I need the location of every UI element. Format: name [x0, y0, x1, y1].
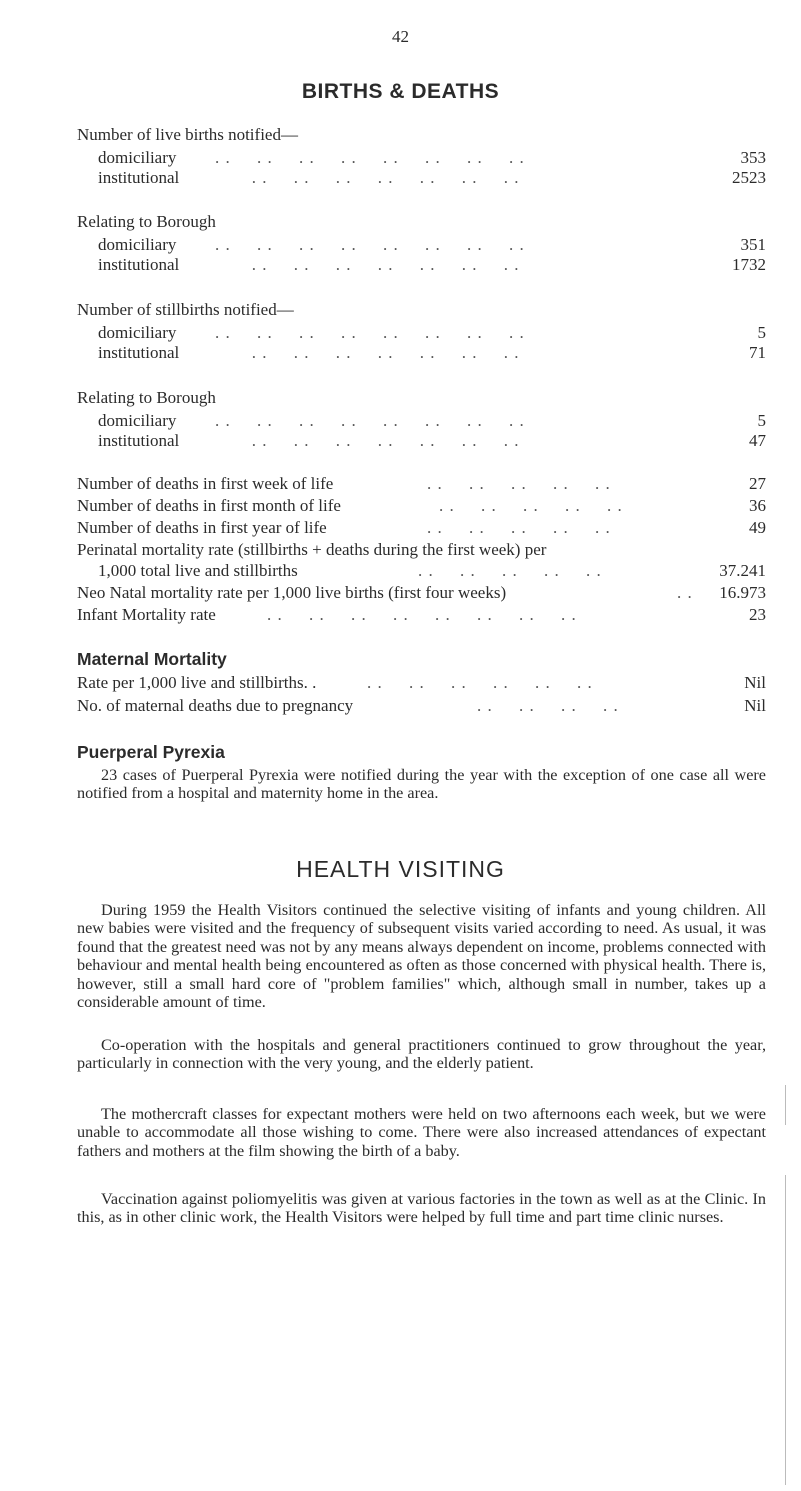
- maternal-deaths-row: [77, 696, 766, 716]
- row-label: Number of deaths in first month of life: [77, 496, 341, 515]
- dot-leaders: . . . . . . . . . . . . . .: [215, 431, 520, 450]
- row-value: 5: [757, 411, 766, 430]
- row-value: Nil: [744, 673, 766, 692]
- row-label: domiciliary: [98, 235, 177, 254]
- row-value: 16.973: [719, 583, 766, 602]
- row-label: institutional: [98, 168, 180, 187]
- row-value: 71: [749, 343, 766, 362]
- dot-leaders: . . . . . . . . . . . . . .: [215, 168, 520, 187]
- borough-still-domiciliary-row: [98, 411, 766, 431]
- dot-leaders: . . . . . . . . . . . . . .: [215, 255, 520, 274]
- dot-leaders: . . . . . . . . . . . . . . . .: [215, 411, 525, 430]
- borough-still-institutional-row: [98, 431, 766, 451]
- dot-leaders: . . . . . . . . . . . . . . . .: [267, 605, 577, 624]
- deaths-first-month-row: [77, 496, 766, 516]
- row-label: domiciliary: [98, 411, 177, 430]
- dot-leaders: . . . . . . . . . .: [427, 518, 611, 537]
- puerperal-pyrexia-heading: Puerperal Pyrexia: [77, 742, 225, 762]
- infant-mortality-row: [77, 605, 766, 625]
- row-label: domiciliary: [98, 323, 177, 342]
- row-value: 351: [740, 235, 766, 254]
- stillbirths-domiciliary-row: [98, 323, 766, 343]
- borough-live-domiciliary-row: [98, 235, 766, 255]
- row-label: Infant Mortality rate: [77, 605, 216, 624]
- row-value: 36: [749, 496, 766, 515]
- deaths-first-week-row: [77, 474, 766, 494]
- row-label: 1,000 total live and stillbirths: [98, 561, 298, 580]
- row-label: Number of deaths in first week of life: [77, 474, 334, 493]
- dot-leaders: . . . . . . . . . .: [427, 474, 611, 493]
- dot-leaders: . . . . . . . .: [477, 696, 619, 715]
- row-value: 353: [740, 148, 766, 167]
- dot-leaders: . . . . . . . . . . . . . . . .: [215, 323, 525, 342]
- row-value: 5: [757, 323, 766, 342]
- health-visiting-paragraph-1: During 1959 the Health Visitors continued the selective visiting of infants and young children. All new babies were visited and the frequency of subsequent visits varied according to need. As usual, it was found that the greatest need was not by any means always dependent on income, problems connected with behaviour and mental health being encountered as often as those concerned with physical health. There is, however, still a small hard core of "problem families" which, although small in number, takes up a considerable amount of time.: [77, 901, 766, 1012]
- health-visiting-paragraph-2: Co-operation with the hospitals and general practitioners continued to grow throughout the year, particularly in connection with the very young, and the elderly patient.: [77, 1036, 766, 1073]
- deaths-first-year-row: [77, 518, 766, 538]
- row-value: 37.241: [719, 561, 766, 580]
- row-value: 49: [749, 518, 766, 537]
- perinatal-row: [98, 561, 766, 581]
- row-value: 1732: [732, 255, 766, 274]
- row-label: institutional: [98, 255, 180, 274]
- live-births-notified-heading: Number of live births notified—: [77, 125, 298, 144]
- row-value: Nil: [744, 696, 766, 715]
- scan-edge-mark: [785, 1175, 786, 1485]
- row-label: institutional: [98, 431, 180, 450]
- page-number: 42: [392, 27, 409, 46]
- dot-leaders: . . . . . . . . . . . . . . . .: [215, 235, 525, 254]
- row-value: 2523: [732, 168, 766, 187]
- perinatal-label-line1: Perinatal mortality rate (stillbirths + deaths during the first week) per: [77, 540, 547, 559]
- live-births-domiciliary-row: [98, 148, 766, 168]
- stillbirths-notified-heading: Number of stillbirths notified—: [77, 300, 294, 319]
- borough-live-institutional-row: [98, 255, 766, 275]
- scan-edge-mark: [785, 1085, 786, 1125]
- live-births-institutional-row: [98, 168, 766, 188]
- dot-leaders: . . . . . . . . . .: [439, 496, 623, 515]
- row-label: institutional: [98, 343, 180, 362]
- health-visiting-title: HEALTH VISITING: [296, 856, 505, 882]
- row-label: Rate per 1,000 live and stillbirths. .: [77, 673, 317, 692]
- maternal-mortality-heading: Maternal Mortality: [77, 649, 227, 669]
- neo-natal-row: [77, 583, 766, 603]
- births-deaths-title: BIRTHS & DEATHS: [301, 80, 500, 103]
- maternal-rate-row: [77, 673, 766, 693]
- row-label: No. of maternal deaths due to pregnancy: [77, 696, 354, 715]
- row-value: 47: [749, 431, 766, 450]
- health-visiting-paragraph-3: The mothercraft classes for expectant mothers were held on two afternoons each week, but we were unable to accommodate all those wishing to come. There were also increased attendances of expectant fathers and mothers at the film showing the birth of a baby.: [77, 1105, 766, 1160]
- dot-leaders: . . . . . . . . . . . . . . . .: [215, 148, 525, 167]
- live-births-borough-heading: Relating to Borough: [77, 212, 216, 231]
- row-value: 27: [749, 474, 766, 493]
- row-value: 23: [749, 605, 766, 624]
- stillbirths-institutional-row: [98, 343, 766, 363]
- dot-leaders: . . . . . . . . . . . . . .: [215, 343, 520, 362]
- dot-leaders: . .: [677, 583, 693, 602]
- row-label: Neo Natal mortality rate per 1,000 live births (first four weeks): [77, 583, 507, 602]
- row-label: domiciliary: [98, 148, 177, 167]
- puerperal-pyrexia-text: 23 cases of Puerperal Pyrexia were notified during the year with the exception of one case all were notified from a hospital and maternity home in the area.: [77, 766, 766, 803]
- dot-leaders: . . . . . . . . . .: [418, 561, 602, 580]
- row-label: Number of deaths in first year of life: [77, 518, 327, 537]
- stillbirths-borough-heading: Relating to Borough: [77, 388, 216, 407]
- dot-leaders: . . . . . . . . . . . .: [367, 673, 593, 692]
- health-visiting-paragraph-4: Vaccination against poliomyelitis was given at various factories in the town as well as at the Clinic. In this, as in other clinic work, the Health Visitors were helped by full time and part time clinic nurses.: [77, 1190, 766, 1227]
